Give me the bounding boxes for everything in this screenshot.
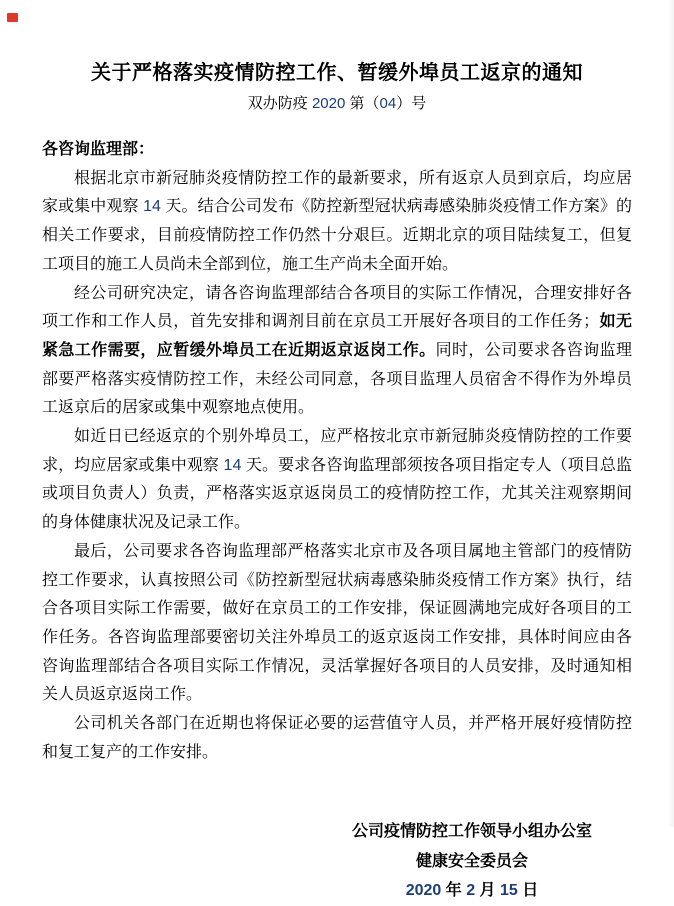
numeral-text: 15 — [500, 882, 518, 900]
body-text-run: 年 — [441, 882, 467, 900]
body-text-run: 天。要求各咨询监理部须按各项目指定专人（项目总监或项目负责人）负责，严格落实返京返岗员工的疫情防控工作，尤其关注观察期间的身体健康状况及记录工作。 — [42, 456, 632, 532]
signature-line-committee: 健康安全委员会 — [415, 852, 528, 870]
notice-paragraph — [42, 280, 632, 424]
body-text-run: 双办防疫 — [247, 95, 312, 112]
salutation: 各咨询监理部： — [42, 141, 155, 158]
notice-paragraph — [42, 710, 632, 767]
body-text-run: 月 — [475, 882, 501, 900]
body-text-run: 同时，公司要求各咨询监理部要严格落实疫情防控工作，未经公司同意，各项目监理人员宿舍不得作为外埠员工返京后的居家或集中观察地点使用。 — [42, 341, 632, 417]
red-stamp-mark — [7, 13, 18, 22]
notice-paragraph — [42, 423, 632, 538]
body-text-run: ）号 — [396, 95, 427, 112]
numeral-text: 14 — [143, 198, 161, 216]
body-text-run: 经公司研究决定，请各咨询监理部结合各项目的实际工作情况，合理安排好各项工作和工作人员，首先安排和调剂目前在京员工开展好各项目的工作任务； — [42, 284, 632, 331]
body-text-run: 第（ — [345, 95, 380, 112]
signature-block — [352, 817, 592, 906]
numeral-text: 2 — [466, 882, 476, 900]
notice-paragraph — [42, 538, 632, 710]
body-text-run: 公司机关各部门在近期也将保证必要的运营值守人员，并严格开展好疫情防控和复工复产的工作安排。 — [42, 715, 632, 761]
date-line — [352, 876, 592, 906]
notice-title: 关于严格落实疫情防控工作、暂缓外埠员工返京的通知 — [91, 62, 583, 84]
numeral-text: 04 — [379, 95, 397, 112]
notice-body — [42, 136, 632, 767]
numeral-text: 2020 — [311, 95, 346, 112]
body-text-run: 天。结合公司发布《防控新型冠状病毒感染肺炎疫情工作方案》的相关工作要求，目前疫情防控工作仍然十分艰巨。近期北京的项目陆续复工，但复工项目的施工人员尚未全部到位，施工生产尚未全面开始。 — [42, 198, 632, 273]
body-text-run: 日 — [517, 882, 539, 900]
body-text-run: 如近日已经返京的个别外埠员工，应严格按北京市新冠肺炎疫情防控的工作要求，均应居家或集中观察 — [42, 428, 632, 474]
body-text-run: 根据北京市新冠肺炎疫情防控工作的最新要求，所有返京人员到京后，均应居家或集中观察 — [42, 169, 632, 216]
doc-number — [0, 94, 674, 114]
notice-paragraph — [42, 165, 632, 280]
numeral-text: 14 — [223, 456, 242, 474]
body-text-run: 最后，公司要求各咨询监理部严格落实北京市及各项目属地主管部门的疫情防控工作要求，认真按照公司《防控新型冠状病毒感染肺炎疫情工作方案》执行，结合各项目实际工作需要，做好在京员工的工作安排，保证圆满地完成好各项目的工作任务。各咨询监理部要密切关注外埠员工的返京返岗工作安排，具体时间应由各咨询监理部结合各项目实际工作情况，灵活掌握好各项目的人员安排，及时通知相关人员返京返岗工作。 — [42, 542, 632, 704]
emphasis-text: 如无紧急工作需要，应暂缓外埠员工在近期返京返岗工作。 — [42, 313, 632, 359]
signature-line-office: 公司疫情防控工作领导小组办公室 — [351, 823, 592, 841]
numeral-text: 2020 — [405, 882, 442, 900]
